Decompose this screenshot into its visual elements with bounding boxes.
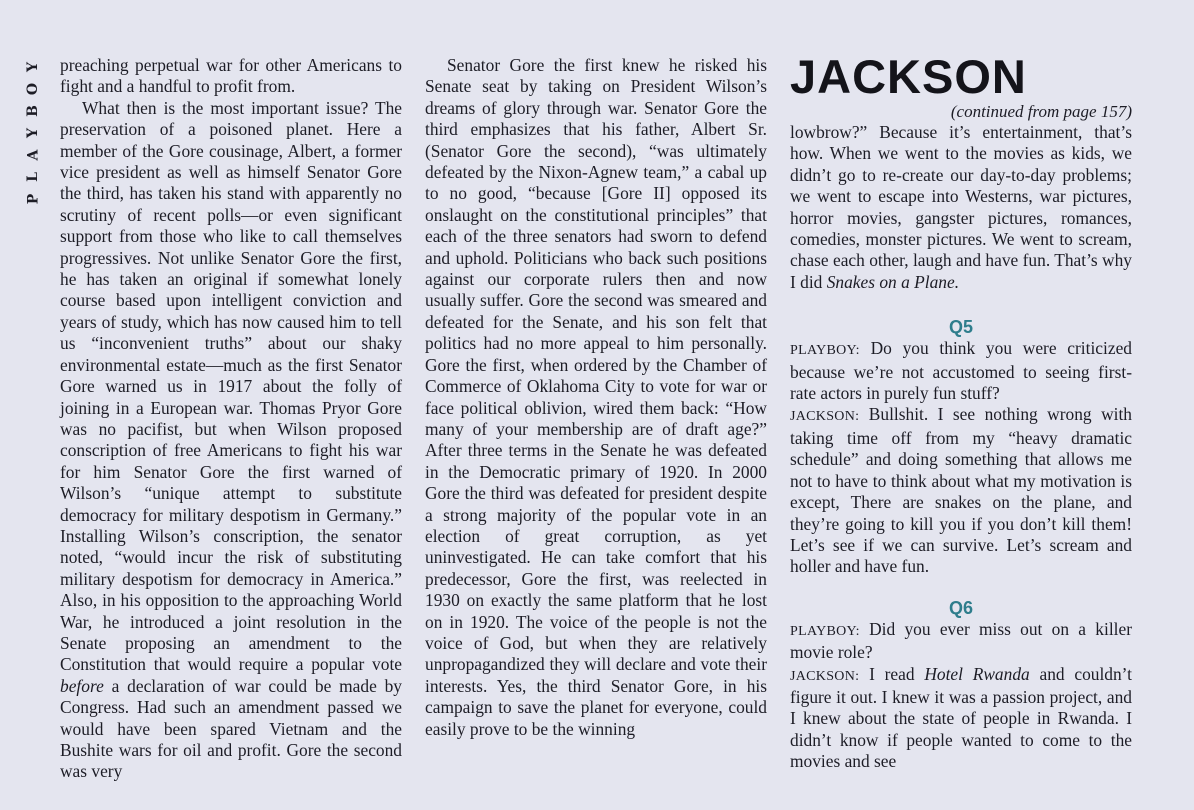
column-right bbox=[790, 52, 1132, 773]
column-middle bbox=[425, 55, 767, 740]
question-text: Do you think you were criticized because we’re not accustomed to seeing first-rate actors in purely fun stuff? bbox=[790, 338, 1132, 404]
folio-letter: A bbox=[25, 149, 41, 161]
interview-answer bbox=[790, 664, 1132, 773]
folio-letter: Y bbox=[25, 62, 41, 72]
speaker-label: PLAYBOY: bbox=[790, 623, 860, 639]
movie-title: Snakes on a Plane. bbox=[826, 271, 960, 292]
column-left bbox=[60, 55, 402, 783]
speaker-label: JACKSON: bbox=[790, 668, 860, 684]
question-text: Did you ever miss out on a killer movie role? bbox=[790, 618, 1132, 663]
speaker-label: JACKSON: bbox=[790, 409, 860, 425]
interview-question bbox=[790, 338, 1132, 404]
folio-letter: O bbox=[24, 82, 41, 96]
article-title: JACKSON bbox=[790, 50, 1027, 103]
folio-letter: L bbox=[25, 172, 41, 182]
folio-letter: P bbox=[25, 193, 41, 205]
paragraph-text: lowbrow?” Because it’s entertainment, that’s how. When we went to the movies as kids, we didn’t go to re-create our day-to-day problems; we went to escape into Westerns, war pictures, horror movies, gangster pictures, romances, comedies, monster pictures. We went to scream, chase each other, laugh and have fun. That’s why I did bbox=[790, 122, 1132, 292]
folio-letter: Y bbox=[25, 128, 41, 138]
question-heading: Q5 bbox=[948, 317, 973, 338]
answer-text: and couldn’t figure it out. I knew it was a passion project, and I knew about the state of people in Rwanda. I didn’t know if people wanted to come to the movies and see bbox=[790, 663, 1132, 772]
paragraph-text: a declaration of war could be made by Congress. Had such an amendment passed we would have been spared Vietnam and the Bushite wars for oil and profit. Gore the second was very bbox=[60, 675, 402, 782]
question-heading: Q6 bbox=[948, 597, 973, 618]
movie-title: Hotel Rwanda bbox=[924, 663, 1030, 684]
emphasis-text: before bbox=[60, 675, 104, 696]
paragraph bbox=[790, 122, 1132, 293]
answer-text: I read bbox=[859, 663, 925, 684]
paragraph: preaching perpetual war for other Americans to fight and a handful to profit from. bbox=[60, 55, 402, 97]
interview-answer bbox=[790, 404, 1132, 577]
interview-question bbox=[790, 619, 1132, 664]
paragraph bbox=[60, 98, 402, 783]
magazine-folio bbox=[20, 56, 46, 210]
continued-note: (continued from page 157) bbox=[950, 102, 1132, 121]
speaker-label: PLAYBOY: bbox=[790, 343, 860, 359]
answer-text: Bullshit. I see nothing wrong with taking time off from my “heavy dramatic schedule” and doing something that allows me not to have to think about what my motivation is except, There are snakes on the plane, and they’re going to kill you if you don’t kill them! Let’s see if we can survive. Let’s scream and holler and have fun. bbox=[790, 404, 1132, 577]
paragraph-text: What then is the most important issue? The preservation of a poisoned planet. Here a member of the Gore cousinage, Albert, a former vice president as well as himself Senator Gore the third, has taken his stand with apparently no scrutiny of recent polls—or even significant support from those who like to call themselves progressives. Not unlike Senator Gore the first, he has taken an original if somewhat lonely course based upon intelligent conviction and years of study, which has now caused him to tell us “inconvenient truths” about our shaky environmental estate—much as the first Senator Gore warned us in 1917 about the folly of joining in a European war. Thomas Pryor Gore was no pacifist, but when Wilson proposed conscription of free Americans to fight his war for him Senator Gore the first warned of Wilson’s “unique attempt to substitute democracy for military despotism in Germany.” Installing Wilson’s conscription, the senator noted, “would incur the risk of substituting military despotism for democracy in America.” Also, in his opposition to the approaching World War, he introduced a joint resolution in the Senate proposing an amendment to the Constitution that would require a popular vote bbox=[60, 97, 402, 675]
paragraph: Senator Gore the first knew he risked his Senate seat by taking on President Wilson’s dreams of glory through war. Senator Gore the third emphasizes that his father, Albert Sr. (Senator Gore the second), “was ultimately defeated by the Nixon-Agnew team,” a cabal up to no good, “because [Gore II] opposed its onslaught on the constitutional principles” that each of the three senators had sworn to defend and uphold. Politicians who back such positions against our corporate rulers then and now usually suffer. Gore the second was smeared and defeated for the Senate, and his son felt that politics had no more appeal to him personally. Gore the first, when ordered by the Chamber of Commerce of Oklahoma City to vote for war or face political oblivion, wired them back: “How many of your membership are of draft age?” After three terms in the Senate he was defeated in the Democratic primary of 1920. In 2000 Gore the third was defeated for president despite a strong majority of the popular vote in an election of great corruption, as yet uninvestigated. He can take comfort that his predecessor, Gore the first, was reelected in 1930 on exactly the same platform that he lost on in 1920. The voice of the people is not the voice of God, but when they are relatively unpropagandized they will declare and vote their interests. Yes, the third Senator Gore, in his campaign to save the planet for everyone, could easily prove to be the winning bbox=[425, 55, 767, 739]
folio-letter: B bbox=[25, 105, 41, 117]
